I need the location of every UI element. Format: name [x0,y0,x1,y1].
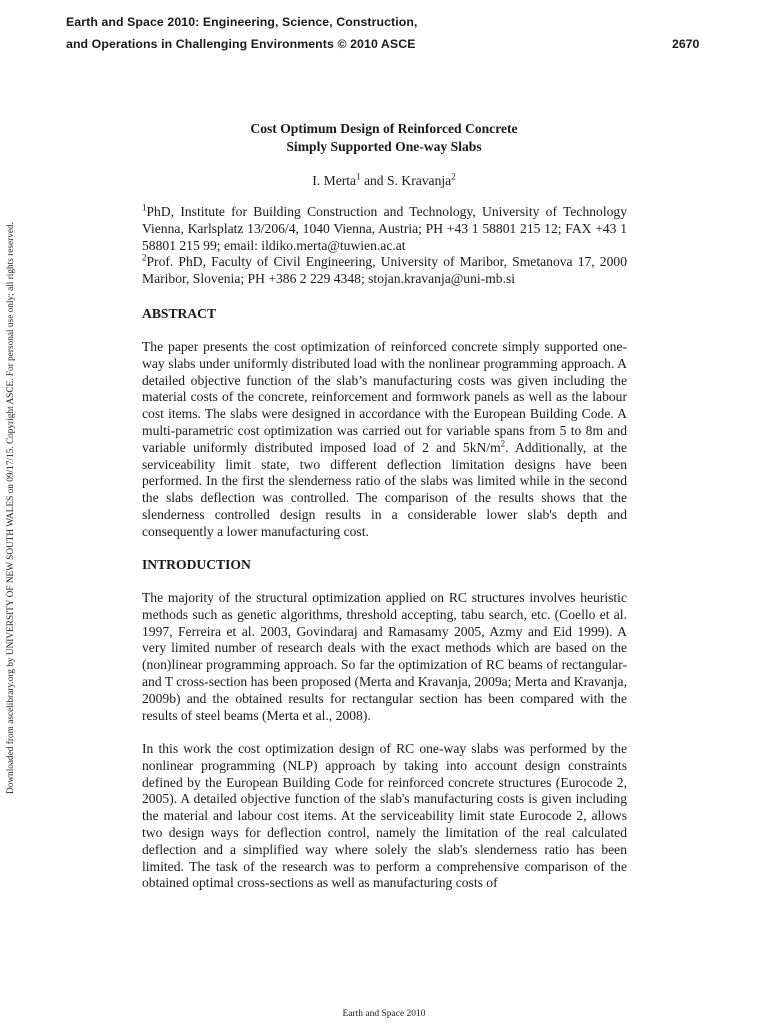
abstract-unit-exponent: 2 [500,438,506,449]
author-2-mark: 2 [451,171,456,182]
paper-title-line-1: Cost Optimum Design of Reinforced Concrete [250,121,518,136]
introduction-paragraph-1: The majority of the structural optimization applied on RC structures involves heuristic methods such as genetic algorithms, threshold accepting, tabu search, etc. (Coello et al. 1997, Ferreira et al. 2003, Govindaraj and Ramasamy 2005, Azmy and Eid 1999). A very limited number of research deals with the exact methods which are based on the (non)linear programming approach. So far the optimization of RC beams of rectangular- and T cross-section has been proposed (Merta and Kravanja, 2009a; Merta and Kravanja, 2009b) and the obtained results for rectangular section has been compared with the results of steel beams (Merta et al., 2008). [142,590,627,723]
introduction-paragraph-2: In this work the cost optimization design of RC one-way slabs was performed by the nonlinear programming (NLP) approach by taking into account design constraints defined by the European Building Code for reinforced concrete structures (Eurocode 2, 2005). A detailed objective function of the slab's manufacturing costs is given including the material and labour cost items. At the serviceability limit state Eurocode 2, allows two design ways for deflection control, namely the limitation of the real calculated deflection and a simplified way where solely the slab's slenderness ratio has been limited. The task of the research was to perform a comprehensive comparison of the obtained optimal cross-sections as well as manufacturing costs of [142,741,627,891]
author-line [0,173,768,189]
author-connector: and [360,173,388,188]
affiliation-2-mark: 2 [142,252,147,263]
introduction-heading: INTRODUCTION [142,557,251,572]
affiliation-1 [142,204,627,254]
proceedings-header-line-1: Earth and Space 2010: Engineering, Science, Construction, [66,15,418,29]
abstract-text-part-2: . Additionally, at the serviceability limit state, two different deflection limitation designs have been performed. In the first the slenderness ratio of the slabs was limited while in the second the slabs deflection was controlled. The comparison of the results shows that the slenderness controlled design results in a considerable lower slab's depth and consequently a lower manufacturing cost. [142,439,627,539]
page-footer: Earth and Space 2010 [342,1009,426,1019]
proceedings-header-line-2: and Operations in Challenging Environments © 2010 ASCE [66,37,416,51]
abstract-heading: ABSTRACT [142,306,217,321]
author-2-name: S. Kravanja [387,173,452,188]
affiliation-2 [142,254,627,288]
author-1-name: I. Merta [312,173,357,188]
affiliation-1-text: PhD, Institute for Building Construction and Technology, University of Technology Vienna, Karlsplatz 13/206/4, 1040 Vienna, Austria; PH +43 1 58801 215 12; FAX +43 1 58801 215 99; email: ildiko.merta@tuwien.ac.at [142,204,627,253]
affiliation-1-mark: 1 [142,202,147,213]
abstract-text-part-1: The paper presents the cost optimization of reinforced concrete simply supported one-way slabs under uniformly distributed load with the nonlinear programming approach. A detailed objective function of the slab’s manufacturing costs was given including the material costs of the concrete, reinforcement and formwork panels as well as the labour cost items. The slabs were designed in accordance with the European Building Code. A multi-parametric cost optimization was carried out for variable spans from 5 to 8m and variable uniformly distributed imposed load of 2 and 5kN/m [142,339,627,455]
affiliation-2-text: Prof. PhD, Faculty of Civil Engineering, University of Maribor, Smetanova 17, 2000 Maribor, Slovenia; PH +386 2 229 4348; stojan.kravanja@uni-mb.si [142,254,627,286]
page-number: 2670 [672,37,700,51]
paper-title-line-2: Simply Supported One-way Slabs [286,139,482,154]
author-1-mark: 1 [356,171,361,182]
abstract-paragraph [142,339,627,541]
download-notice-text: Downloaded from ascelibrary.org by UNIVERSITY OF NEW SOUTH WALES on 09/17/15. Copyright ASCE. For personal use only; all rights reserved. [6,221,16,795]
